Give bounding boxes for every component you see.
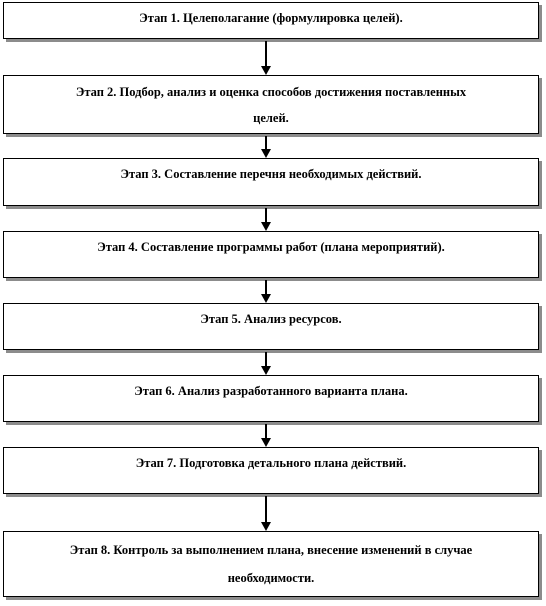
step-6-box [3,375,539,422]
step-2-box [3,75,539,134]
arrow-2-3 [261,136,271,158]
step-1-box [3,2,539,39]
step-5-box [3,303,539,350]
step-2-label: Этап 2. Подбор, анализ и оценка способов достижения поставленных целей. [75,85,467,125]
step-4-label: Этап 4. Составление программы работ (плана мероприятий). [97,240,445,254]
arrow-7-8 [261,496,271,531]
step-7-box [3,447,539,494]
step-3-label: Этап 3. Составление перечня необходимых действий. [120,167,422,181]
arrow-6-7 [261,424,271,447]
step-8-box [3,531,539,597]
step-6-label: Этап 6. Анализ разработанного варианта плана. [134,384,408,398]
step-8-label: Этап 8. Контроль за выполнением плана, внесение изменений в случае необходимости. [69,543,473,585]
step-3-box [3,158,539,206]
arrow-5-6 [261,352,271,375]
arrow-4-5 [261,280,271,303]
step-7-label: Этап 7. Подготовка детального плана действий. [135,456,407,470]
arrow-3-4 [261,208,271,231]
step-4-box [3,231,539,278]
arrow-1-2 [261,41,271,75]
step-1-label: Этап 1. Целеполагание (формулировка целей). [139,11,403,25]
step-5-label: Этап 5. Анализ ресурсов. [200,312,342,326]
